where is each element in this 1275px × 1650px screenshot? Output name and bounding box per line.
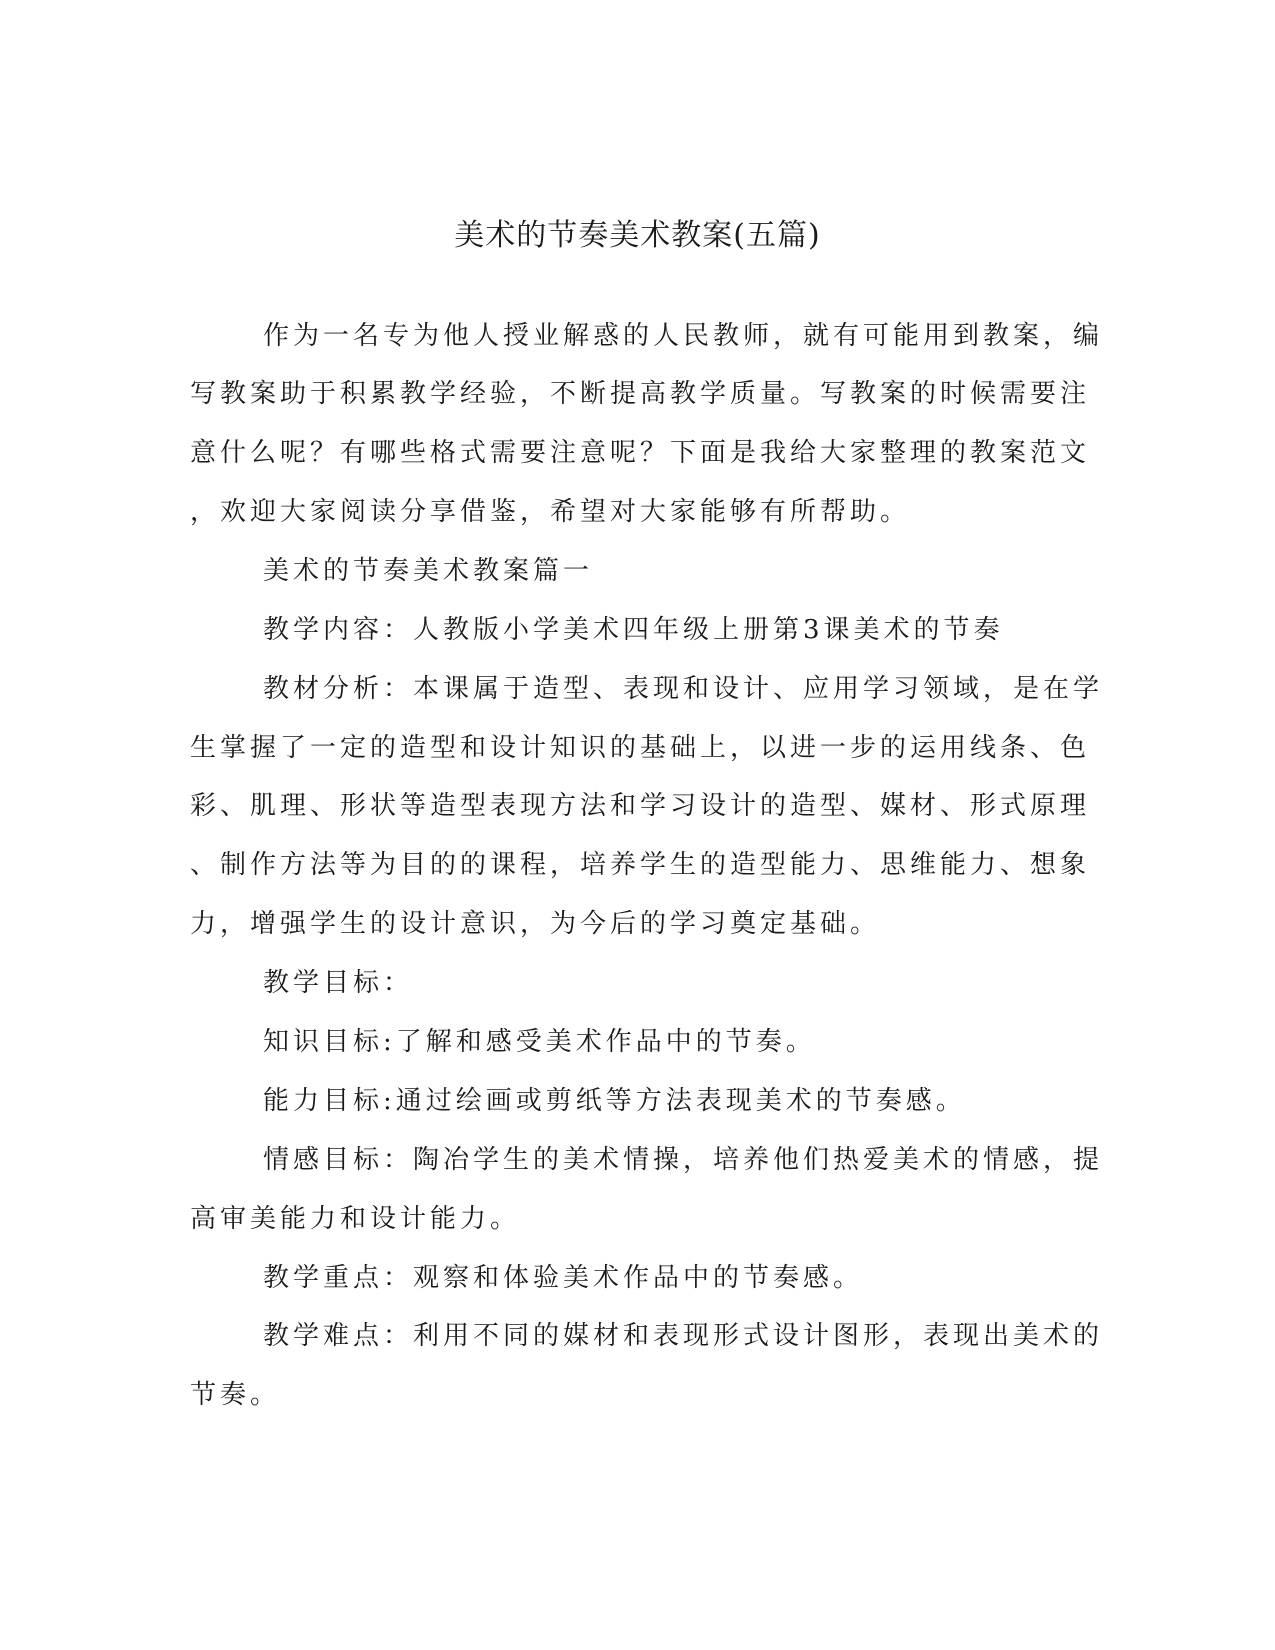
paragraph-line: 知识目标:了解和感受美术作品中的节奏。 xyxy=(263,1027,816,1057)
paragraph-line: 意什么呢？有哪些格式需要注意呢？下面是我给大家整理的教案范文 xyxy=(190,438,1091,468)
paragraph-line: 节奏。 xyxy=(190,1380,281,1410)
paragraph-line: 情感目标：陶冶学生的美术情操，培养他们热爱美术的情感，提 xyxy=(263,1145,1104,1175)
paragraph-line: ，欢迎大家阅读分享借鉴，希望对大家能够有所帮助。 xyxy=(190,497,911,527)
section-heading: 美术的节奏美术教案篇一 xyxy=(263,556,594,586)
paragraph-line: 写教案助于积累教学经验，不断提高教学质量。写教案的时候需要注 xyxy=(190,379,1091,409)
paragraph-line: 教学目标： xyxy=(263,968,414,998)
paragraph-line: 能力目标:通过绘画或剪纸等方法表现美术的节奏感。 xyxy=(263,1086,966,1116)
paragraph-line: 、制作方法等为目的的课程，培养学生的造型能力、思维能力、想象 xyxy=(190,850,1091,880)
paragraph-line: 力，增强学生的设计意识，为今后的学习奠定基础。 xyxy=(190,909,881,939)
paragraph-line: 作为一名专为他人授业解惑的人民教师，就有可能用到教案，编 xyxy=(263,321,1104,351)
paragraph-line: 教学难点：利用不同的媒材和表现形式设计图形，表现出美术的 xyxy=(263,1321,1104,1351)
paragraph-line: 彩、肌理、形状等造型表现方法和学习设计的造型、媒材、形式原理 xyxy=(190,791,1091,821)
document-title: 美术的节奏美术教案(五篇) xyxy=(454,218,821,253)
paragraph-line: 教学内容：人教版小学美术四年级上册第3课美术的节奏 xyxy=(263,615,1004,645)
paragraph-line: 教学重点：观察和体验美术作品中的节奏感。 xyxy=(263,1263,864,1293)
paragraph-line: 教材分析：本课属于造型、表现和设计、应用学习领域，是在学 xyxy=(263,674,1104,704)
paragraph-line: 生掌握了一定的造型和设计知识的基础上，以进一步的运用线条、色 xyxy=(190,733,1091,763)
paragraph-line: 高审美能力和设计能力。 xyxy=(190,1204,521,1234)
